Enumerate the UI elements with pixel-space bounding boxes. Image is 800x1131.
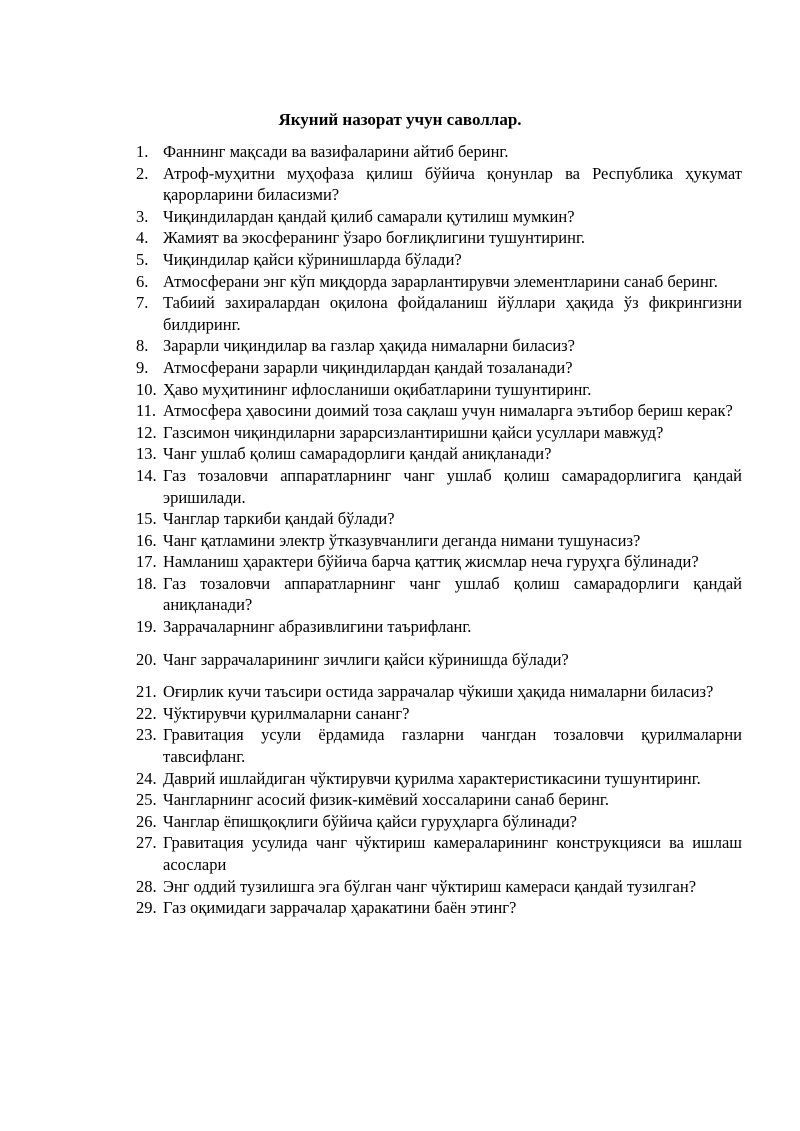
question-number: 9. [136, 357, 149, 377]
question-item [136, 292, 742, 335]
question-item [136, 897, 742, 919]
question-text: Газ тозаловчи аппаратларнинг чанг ушлаб қолиш самарадорлигига қандай эришилади. [163, 465, 742, 507]
question-number: 8. [136, 336, 149, 356]
question-item [136, 249, 742, 271]
question-text: Чанг қатламини электр ўтказувчанлиги деганда нимани тушунасиз? [163, 530, 641, 550]
question-number: 1. [136, 142, 149, 161]
question-item [136, 768, 742, 790]
question-number: 4. [136, 228, 149, 248]
question-number: 23. [136, 725, 157, 745]
question-item [136, 551, 742, 573]
question-item [136, 724, 742, 767]
question-text: Атмосферани зарарли чиқиндилардан қандай тозаланади? [163, 357, 573, 377]
question-text: Газсимон чиқиндиларни зарарсизлантиришни қайси усуллари мавжуд? [163, 422, 664, 442]
question-text: Чанглар таркиби қандай бўлади? [163, 509, 395, 529]
question-number: 6. [136, 271, 149, 291]
question-text: Намланиш ҳарактери бўйича барча қаттиқ жисмлар неча гуруҳга бўлинади? [163, 552, 699, 572]
question-text: Даврий ишлайдиган чўктирувчи қурилма характеристикасини тушунтиринг. [163, 768, 701, 788]
question-item [136, 811, 742, 833]
question-item [136, 789, 742, 811]
question-number: 7. [136, 293, 149, 313]
question-item [136, 357, 742, 379]
question-text: Чиқиндилар қайси кўринишларда бўлади? [163, 249, 462, 269]
question-item [136, 141, 742, 163]
question-item [136, 206, 742, 228]
question-number: 21. [136, 682, 157, 702]
question-item [136, 422, 742, 444]
question-item [136, 400, 742, 422]
question-text: Чанглар ёпишқоқлиги бўйича қайси гуруҳларга бўлинади? [163, 811, 577, 831]
question-number: 22. [136, 703, 157, 723]
question-number: 2. [136, 163, 149, 183]
question-text: Чанг заррачаларининг зичлиги қайси кўринишда бўлади? [163, 649, 569, 669]
question-text: Зарарли чиқиндилар ва газлар ҳақида нималарни биласиз? [163, 336, 576, 356]
question-text: Оғирлик кучи таъсири остида заррачалар чўкиши ҳақида нималарни биласиз? [163, 682, 714, 702]
question-number: 11. [136, 401, 157, 421]
question-text: Фаннинг мақсади ва вазифаларини айтиб беринг. [163, 142, 509, 161]
question-text: Чангларнинг асосий физик-кимёвий хоссаларини санаб беринг. [163, 790, 609, 810]
question-item [136, 530, 742, 552]
question-list [136, 141, 742, 919]
question-item [136, 832, 742, 875]
question-text: Чиқиндилардан қандай қилиб самарали қутилиш мумкин? [163, 206, 575, 226]
question-item [136, 163, 742, 206]
question-item [136, 379, 742, 401]
question-text: Атмосфера ҳавосини доимий тоза сақлаш учун нималарга эътибор бериш керак? [163, 401, 733, 421]
question-text: Энг оддий тузилишга эга бўлган чанг чўктириш камераси қандай тузилган? [163, 876, 697, 896]
question-text: Гравитация усулида чанг чўктириш камераларининг конструкцияси ва ишлаш асослари [163, 833, 742, 874]
question-number: 5. [136, 249, 149, 269]
question-number: 14. [136, 465, 157, 485]
question-number: 29. [136, 898, 157, 918]
question-text: Чўктирувчи қурилмаларни сананг? [163, 703, 410, 723]
question-number: 18. [136, 573, 157, 593]
question-text: Атроф-муҳитни муҳофаза қилиш бўйича қонунлар ва Республика ҳукумат қарорларини биласизми? [163, 163, 742, 205]
question-item [136, 508, 742, 530]
question-item [136, 443, 742, 465]
question-item [136, 649, 742, 671]
question-number: 28. [136, 876, 157, 896]
question-text: Гравитация усули ёрдамида газларни чангдан тозаловчи қурилмаларни тавсифланг. [163, 725, 742, 767]
question-number: 20. [136, 649, 157, 669]
question-text: Заррачаларнинг абразивлигини таърифланг. [163, 617, 472, 637]
question-number: 19. [136, 617, 157, 637]
question-number: 27. [136, 833, 157, 853]
question-number: 13. [136, 444, 157, 464]
question-number: 24. [136, 768, 157, 788]
question-number: 16. [136, 530, 157, 550]
question-item [136, 703, 742, 725]
question-item [136, 573, 742, 616]
question-item [136, 681, 742, 703]
question-item [136, 616, 742, 638]
question-item [136, 876, 742, 898]
question-text: Чанг ушлаб қолиш самарадорлиги қандай аниқланади? [163, 444, 552, 464]
question-text: Газ оқимидаги заррачалар ҳаракатини баён этинг? [163, 898, 517, 918]
question-number: 26. [136, 811, 157, 831]
question-text: Ҳаво муҳитининг ифлосланиши оқибатларини тушунтиринг. [163, 379, 592, 399]
question-text: Табиий захиралардан оқилона фойдаланиш йўллари ҳақида ўз фикрингизни билдиринг. [163, 293, 742, 334]
question-number: 12. [136, 422, 157, 442]
question-number: 15. [136, 509, 157, 529]
question-number: 25. [136, 790, 157, 810]
question-number: 10. [136, 379, 157, 399]
question-text: Газ тозаловчи аппаратларнинг чанг ушлаб қолиш самарадорлиги қандай аниқланади? [163, 573, 742, 615]
question-item [136, 271, 742, 293]
question-number: 17. [136, 552, 157, 572]
question-text: Жамият ва экосферанинг ўзаро боғлиқлигини тушунтиринг. [163, 228, 585, 248]
question-item [136, 465, 742, 508]
question-text: Атмосферани энг кўп миқдорда зарарлантирувчи элементларини санаб беринг. [163, 271, 718, 291]
question-item [136, 227, 742, 249]
page-title: Якуний назорат учун саволлар. [278, 110, 522, 129]
question-item [136, 335, 742, 357]
question-number: 3. [136, 206, 149, 226]
